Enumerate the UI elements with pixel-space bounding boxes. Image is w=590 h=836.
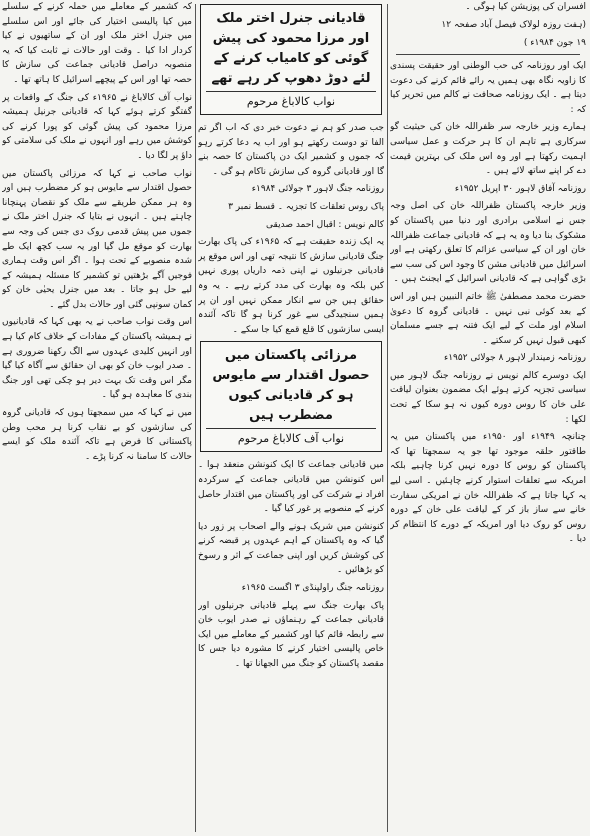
quoted-paragraph: حضرت محمد مصطفیٰ ﷺ خاتم النبیین ہیں اور اس کے بعد کوئی نبی نہیں ۔ قادیانی گروہ کا دعویٰ اسلام اور ملت کے لیے ایک فتنہ ہے جسے مسلمان کبھی قبول نہیں کر سکتے ۔	[390, 291, 586, 346]
headline: قادیانی جنرل اختر ملک اور مرزا محمود کی پیش گوئی کو کامیاب کرنے کے لئے دوڑ دھوپ کر رہے تھے	[211, 11, 371, 86]
byline: نواب آف کالاباغ مرحوم	[206, 428, 376, 448]
headline: مرزائی پاکستان میں حصول اقتدار سے مایوس ہو کر قادیانی کیوں مضطرب ہیں	[212, 348, 370, 424]
paragraph: پاک بھارت جنگ سے پہلے قادیانی جرنیلوں اور قادیانی جماعت کے رہنماؤں نے صدر ایوب خان سے رابطہ قائم کیا اور کشمیر کے معاملے میں ایک خاص پالیسی اختیار کرنے کا مشورہ دیا جس کا مقصد پاکستان کو جنگ میں الجھانا تھا ۔	[198, 600, 384, 670]
right-column	[390, 0, 586, 836]
column-divider-right	[387, 4, 388, 832]
paragraph: کنونشن میں شریک ہونے والے اصحاب پر زور دیا گیا کہ وہ پاکستان کے اہم عہدوں پر قبضہ کرنے کی کوشش کریں اور اپنی جماعت کے اثر و رسوخ کو بڑھائیں ۔	[198, 521, 384, 576]
paragraph: یہ ایک زندہ حقیقت ہے کہ ۱۹۶۵ء کی پاک بھارت جنگ قادیانی سازش کا نتیجہ تھی اور اس موقع پر قادیانی جرنیلوں نے اپنی ذمہ داریاں پوری نہیں کیں بلکہ وہ بھارت کی مدد کرتے رہے ۔ یہ وہ حقائق ہیں جن سے انکار ممکن نہیں اور ان پر ہمیں سنجیدگی سے غور کرنا ہو گا تاکہ آئندہ ایسی سازشوں کا قلع قمع کیا جا سکے ۔	[198, 237, 384, 335]
source-citation: روزنامہ زمیندار لاہور ۸ جولائی ۱۹۵۲ء	[443, 353, 586, 364]
paragraph: کہ کشمیر کے معاملے میں حملہ کرنے کے سلسلے میں کیا پالیسی اختیار کی جائے اور اس سلسلے میں جنرل اختر ملک اور ان کے ساتھیوں نے کیا کردار ادا کیا ۔ وقت اور حالات نے ثابت کیا کہ یہ منصوبہ دراصل قادیانی جماعت کی سازش کا حصہ تھا اور اس کے پیچھے اسرائیل کا ہاتھ تھا ۔	[2, 2, 192, 85]
headline-box	[200, 4, 382, 115]
paragraph: اس وقت نواب صاحب نے یہ بھی کہا کہ قادیانیوں نے ہمیشہ پاکستان کے مفادات کے خلاف کام کیا ہے اور انہیں کلیدی عہدوں سے الگ رکھنا ضروری ہے ۔ صدر ایوب خان کو بھی ان حقائق سے آگاہ کیا گیا مگر اس وقت تک بہت دیر ہو چکی تھی اور جنگ بندی کا معاہدہ ہو گیا ۔	[2, 317, 192, 401]
source-citation: روزنامہ جنگ راولپنڈی ۳ اگست ۱۹۶۵ء	[241, 583, 384, 594]
divider	[396, 54, 580, 55]
paragraph: میں قادیانی جماعت کا ایک کنونشن منعقد ہوا ۔ اس کنونشن میں قادیانی جماعت کے سرکردہ افراد نے شرکت کی اور پاکستان میں اقتدار حاصل کرنے کے منصوبے پر غور کیا گیا ۔	[198, 460, 384, 515]
source-citation: پاک روس تعلقات کا تجزیہ ۔ قسط نمبر ۳	[228, 201, 384, 212]
paragraph: نواب آف کالاباغ نے ۱۹۶۵ء کی جنگ کے واقعات پر گفتگو کرتے ہوئے کہا کہ قادیانی جرنیل ہمیشہ مرزا محمود کی پیش گوئی کو پورا کرنے کی کوشش میں رہے اور انہوں نے ملک کی سلامتی کو داؤ پر لگا دیا ۔	[2, 92, 192, 161]
paragraph: میں نے کہا کہ میں سمجھتا ہوں کہ قادیانی گروہ کی سازشوں کو بے نقاب کرنا ہر محب وطن پاکستانی کا فرض ہے تاکہ آئندہ ملک کو ایسے حالات کا سامنا نہ کرنا پڑے ۔	[2, 408, 192, 462]
paragraph: نواب صاحب نے کہا کہ مرزائی پاکستان میں حصول اقتدار سے مایوس ہو کر مضطرب ہیں اور وہ ہر ممکن طریقے سے ملک کو نقصان پہنچانا چاہتے ہیں ۔ انہوں نے بتایا کہ جنرل اختر ملک نے جموں میں پیش قدمی روک دی جس کی وجہ سے بھارت کو موقع مل گیا اور یہ سب کچھ ایک طے شدہ منصوبے کے تحت ہوا ۔ اگر اس وقت ہماری فوجیں آگے بڑھتیں تو کشمیر کا مسئلہ ہمیشہ کے لیے حل ہو جاتا ۔ بعد میں جنرل یحیٰی خان کو کمان سونپی گئی اور حالات بدل گئے ۔	[2, 168, 192, 310]
left-column	[2, 0, 192, 836]
quoted-paragraph: ہمارے وزیر خارجہ سر ظفراللہ خان کی حیثیت گو سرکاری ہے تاہم ان کا ہر حرکت و عمل سیاسی اہمیت رکھتا ہے اور وہ اس ملک کی بہترین قیمت دے کر اپنے ساتھ لائے ہیں ۔	[390, 122, 586, 177]
paragraph: جب صدر کو ہم نے دعوت خبر دی کہ اب اگر تم الفا تو دوست رکھتے ہو اور اب یہ دعا کرتے رہو کہ جموں و کشمیر ایک دن پاکستان کا حصہ بنے گا اور قادیانی گروہ کی سازش ناکام ہو گی ۔	[198, 123, 384, 177]
paragraph: چنانچہ ۱۹۴۹ء اور ۱۹۵۰ء میں پاکستان میں یہ طاقتور حلقہ موجود تھا جو یہ سمجھتا تھا کہ پاکستان کو روس کا دورہ نہیں کرنا چاہیے بلکہ امریکہ سے تعلقات استوار کرنے چاہئیں ۔ اسی لیے یہ کہا جاتا ہے کہ ظفراللہ خان نے امریکی سفارت خانے سے ساز باز کر کے لیاقت علی خان کے دورہ روس کو روک دیا اور امریکہ کے دورے کا انتظام کر دیا ۔	[390, 432, 586, 545]
opening-line: افسران کی پوزیشن کیا ہوگی ۔	[465, 2, 586, 12]
paragraph: ایک دوسرے کالم نویس نے روزنامہ جنگ لاہور میں سیاسی تجزیہ کرتے ہوئے ایک مضمون بعنوان لیاقت علی خان کا روس دورہ کیوں نہ ہو سکا کے تحت لکھا :	[390, 370, 586, 425]
source-citation: (ہفت روزہ لولاک فیصل آباد صفحہ ۱۲	[441, 20, 586, 30]
paragraph: ایک اور روزنامہ کی حب الوطنی اور حقیقت پسندی کا زاویہ نگاہ بھی ہمیں یہ رائے قائم کرنے کی دعوت دیتا ہے ۔ ایک روزنامہ صحافت نے کالم میں تحریر کیا کہ :	[390, 61, 586, 115]
source-citation: کالم نویس : اقبال احمد صدیقی	[266, 219, 384, 230]
paragraph: وزیر خارجہ پاکستان ظفراللہ خان کی اصل وجہ جس نے اسلامی برادری اور دنیا میں پاکستان کو مشکوک بنا دیا وہ یہ ہے کہ قادیانی جماعت ظفراللہ خان اور ان کے سیاسی عزائم کا تعلق رکھتی ہے اور اسرائیل میں قادیانی مشن کا وجود اس کی سب سے بڑی گواہی ہے کہ قادیانی اسرائیل کے ایجنٹ ہیں ۔	[390, 201, 586, 285]
middle-column	[198, 0, 384, 836]
headline-box	[200, 341, 382, 452]
source-date: ۱۹ جون ۱۹۸۴ء )	[523, 38, 586, 48]
column-divider-left	[195, 4, 196, 832]
byline: نواب کالاباغ مرحوم	[206, 91, 376, 111]
source-citation: روزنامہ آفاق لاہور ۳۰ اپریل ۱۹۵۲ء	[454, 183, 586, 194]
source-citation: روزنامہ جنگ لاہور ۳ جولائی ۱۹۸۴ء	[251, 184, 384, 195]
